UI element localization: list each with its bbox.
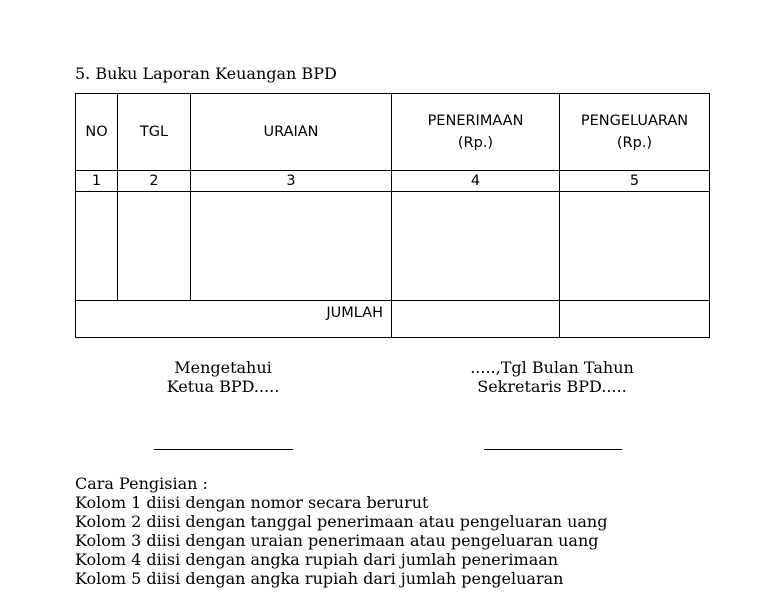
- header-pengeluaran-unit: (Rp.): [616, 135, 653, 151]
- signature-block-right: [452, 358, 652, 396]
- header-penerimaan: [392, 94, 560, 171]
- column-number: 1: [76, 171, 118, 192]
- column-number: 4: [392, 171, 560, 192]
- instruction-item: Kolom 4 diisi dengan angka rupiah dari jumlah penerimaan: [75, 550, 559, 569]
- header-uraian: URAIAN: [191, 94, 392, 171]
- header-pengeluaran-label: PENGELUARAN: [580, 113, 689, 129]
- signature-block-left: [145, 358, 301, 396]
- filling-instructions: [75, 474, 607, 588]
- signature-left-line1: Mengetahui: [174, 358, 272, 377]
- document-title: 5. Buku Laporan Keuangan BPD: [75, 64, 337, 83]
- total-penerimaan-cell: [392, 301, 560, 338]
- signature-line-right: [484, 449, 622, 450]
- signature-left-line2: Ketua BPD.....: [166, 377, 280, 396]
- table-cell-uraian: [191, 192, 392, 301]
- header-penerimaan-label: PENERIMAAN: [427, 113, 524, 129]
- table-cell-no: [76, 192, 118, 301]
- column-number: 5: [560, 171, 710, 192]
- table-header-row: [76, 94, 710, 171]
- header-pengeluaran: [560, 94, 710, 171]
- signature-right-line1: .....,Tgl Bulan Tahun: [470, 358, 634, 377]
- header-no: NO: [76, 94, 118, 171]
- column-number-row: [76, 171, 710, 192]
- header-penerimaan-unit: (Rp.): [457, 135, 494, 151]
- table-cell-tgl: [118, 192, 191, 301]
- total-pengeluaran-cell: [560, 301, 710, 338]
- financial-report-table: [75, 93, 710, 338]
- instructions-heading: Cara Pengisian :: [75, 474, 208, 493]
- instruction-item: Kolom 1 diisi dengan nomor secara berurut: [75, 493, 429, 512]
- instruction-item: Kolom 3 diisi dengan uraian penerimaan atau pengeluaran uang: [75, 531, 599, 550]
- table-cell-pengeluaran: [560, 192, 710, 301]
- instruction-item: Kolom 5 diisi dengan angka rupiah dari jumlah pengeluaran: [75, 569, 564, 588]
- column-number: 3: [191, 171, 392, 192]
- signature-right-line2: Sekretaris BPD.....: [477, 377, 627, 396]
- header-tgl: TGL: [118, 94, 191, 171]
- total-label: JUMLAH: [76, 301, 392, 338]
- total-row: [76, 301, 710, 338]
- table-cell-penerimaan: [392, 192, 560, 301]
- column-number: 2: [118, 171, 191, 192]
- instruction-item: Kolom 2 diisi dengan tanggal penerimaan atau pengeluaran uang: [75, 512, 608, 531]
- table-row: [76, 192, 710, 301]
- signature-line-left: [154, 449, 293, 450]
